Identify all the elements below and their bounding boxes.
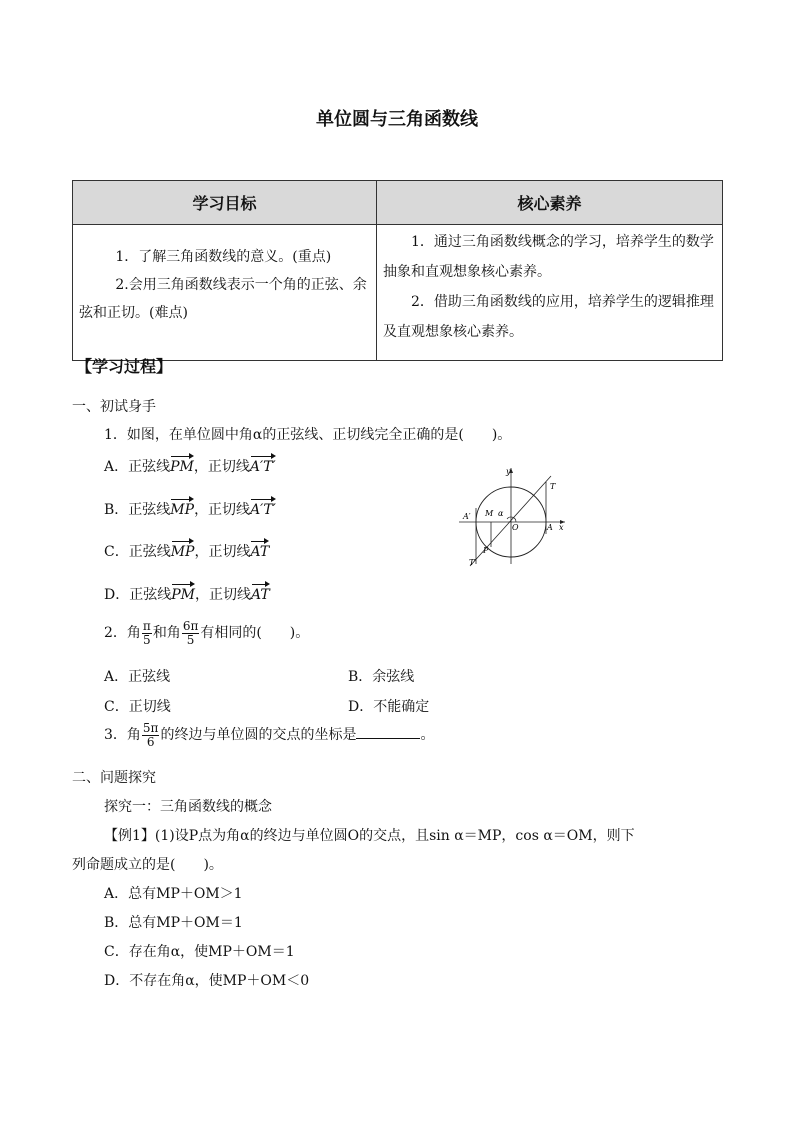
option-letter: A．: [104, 459, 129, 475]
label-p: P: [483, 546, 489, 555]
label-x: x: [559, 523, 564, 532]
tangent-vector: A′T′: [249, 459, 276, 475]
denominator: 6: [146, 734, 155, 749]
example-1-line-2: 列命题成立的是( )。: [72, 857, 223, 873]
q2-text: 和角: [152, 625, 181, 641]
option-text: 正弦线: [128, 544, 171, 560]
tangent-vector: AT: [250, 544, 270, 560]
page-title: 单位圆与三角函数线: [316, 109, 478, 130]
denominator: 5: [186, 632, 195, 647]
denominator: 5: [143, 632, 151, 647]
q3-text: 的终边与单位圆的交点的坐标是: [160, 727, 357, 743]
q1-option-a: [104, 456, 276, 476]
fraction-pi-5: [142, 620, 152, 647]
option-text: 正弦线: [129, 587, 172, 603]
example-1-option-c: C．存在角α，使MP＋OM＝1: [104, 944, 295, 960]
option-letter: C．: [104, 544, 129, 560]
option-text: ，正切线: [195, 587, 251, 603]
goals-header: 学习目标: [73, 181, 377, 225]
q2-option-d: D．不能确定: [348, 699, 430, 715]
goal-1: 1．了解三角函数线的意义。(重点): [115, 249, 332, 265]
label-alpha: α: [498, 509, 504, 518]
answer-blank[interactable]: [356, 724, 420, 739]
option-text: 正弦线: [128, 502, 171, 518]
label-o: O: [512, 523, 519, 532]
label-t-prime: T′: [469, 558, 477, 567]
label-a: A: [547, 523, 553, 532]
literacy-header: 核心素养: [377, 181, 723, 225]
option-letter: B．: [104, 502, 129, 518]
tangent-vector: AT: [251, 587, 270, 603]
goals-table: [72, 180, 723, 361]
q2-text: 有相同的( )。: [200, 625, 310, 641]
q2-option-a: A．正弦线: [104, 669, 171, 685]
option-text: ，正切线: [194, 502, 251, 518]
q1-option-b: [104, 499, 276, 519]
option-text: ，正切线: [193, 459, 250, 475]
example-1-option-a: A．总有MP＋OM＞1: [104, 886, 243, 902]
option-letter: D．: [104, 587, 130, 603]
section-1-heading: 一、初试身手: [72, 399, 156, 415]
section-2-heading: 二、问题探究: [72, 770, 156, 786]
q3-text: 3．角: [104, 727, 141, 743]
q2-option-c: C．正切线: [104, 699, 171, 715]
q2-text: 2．角: [104, 625, 141, 641]
example-1-option-d: D．不存在角α，使MP＋OM＜0: [104, 973, 310, 989]
numerator: 6π: [182, 618, 199, 633]
literacy-1: 1．通过三角函数线概念的学习，培养学生的数学抽象和直观想象核心素养。: [383, 234, 714, 280]
numerator: 5π: [142, 720, 159, 735]
q3-text: 。: [420, 727, 435, 743]
q1-stem: 1．如图，在单位圆中角α的正弦线、正切线完全正确的是( )。: [104, 427, 512, 443]
example-1-option-b: B．总有MP＋OM＝1: [104, 915, 243, 931]
example-1-line-1: 【例1】(1)设P点为角α的终边与单位圆O的交点，且sin α＝MP，cos α＝OM，则下: [104, 828, 635, 844]
label-t: T: [550, 482, 556, 491]
label-a-prime: A′: [463, 512, 471, 521]
goal-2: 2.会用三角函数线表示一个角的正弦、余弦和正切。(难点): [79, 277, 367, 321]
q1-option-c: [104, 541, 269, 561]
sine-vector: PM: [171, 587, 195, 603]
fraction-6pi-5: [182, 620, 200, 647]
literacy-2: 2．借助三角函数线的应用，培养学生的逻辑推理及直观想象核心素养。: [383, 294, 714, 340]
label-y: y: [506, 467, 511, 476]
unit-circle-figure: [455, 464, 570, 568]
sine-vector: PM: [170, 459, 194, 475]
q2-stem: [104, 618, 309, 648]
goals-cell: [73, 225, 377, 361]
label-m: M: [485, 509, 494, 518]
process-heading: 【学习过程】: [76, 357, 173, 376]
option-text: 正弦线: [128, 459, 171, 475]
sine-vector: MP: [170, 502, 195, 518]
numerator: π: [142, 618, 151, 633]
literacy-cell: [377, 225, 723, 361]
q3-stem: [104, 720, 434, 750]
tangent-vector: A′T′: [250, 502, 276, 518]
sine-vector: MP: [170, 544, 195, 560]
explore-1-heading: 探究一：三角函数线的概念: [104, 799, 272, 815]
fraction-5pi-6: [142, 722, 160, 749]
q2-option-b: B．余弦线: [348, 669, 415, 685]
option-text: ，正切线: [194, 544, 251, 560]
q1-option-d: [104, 584, 270, 604]
